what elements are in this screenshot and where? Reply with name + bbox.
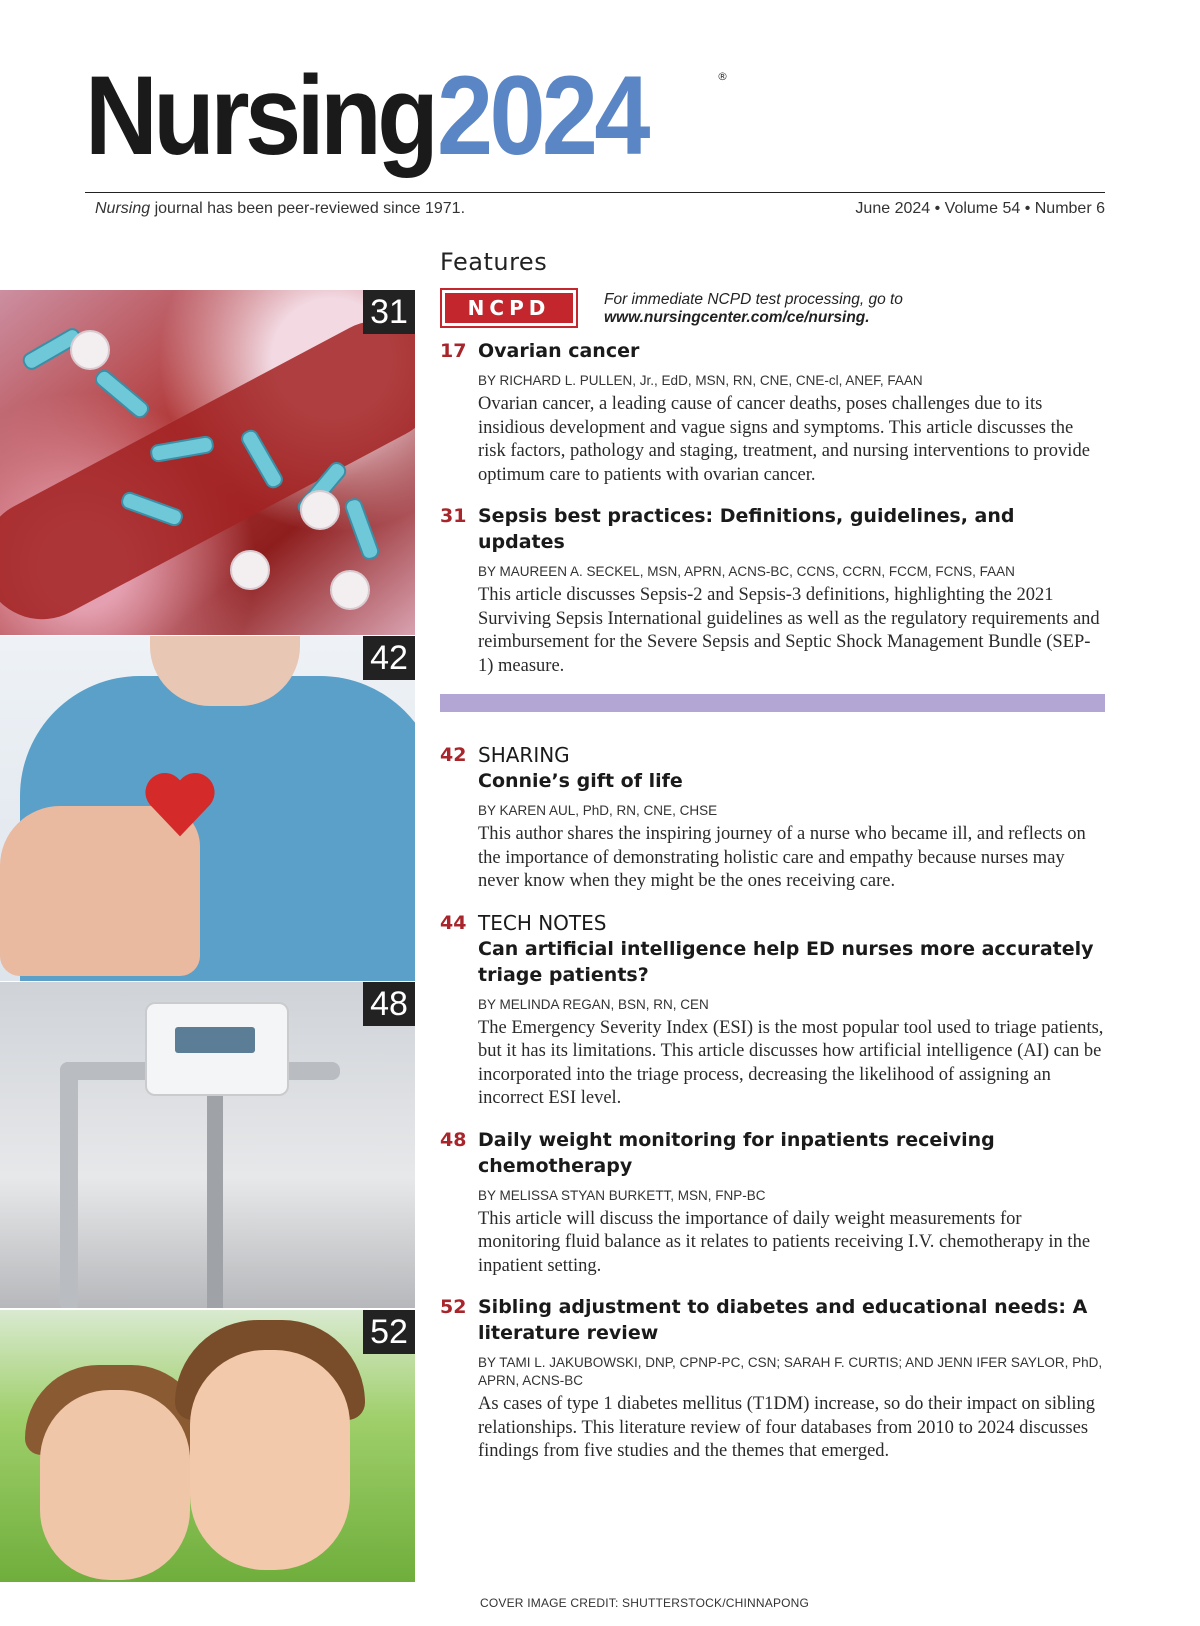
heart-icon [140, 766, 220, 846]
article-description: This article will discuss the importance of daily weight measurements for monitoring fluid balance as it relates to patients receiving I.V. chemotherapy in the inpatient setting. [478, 1208, 1091, 1276]
article-title[interactable]: Connie’s gift of life [478, 770, 683, 792]
article-title[interactable]: Sepsis best practices: Definitions, guidelines, and updates [478, 505, 1015, 553]
masthead-brand: Nursing [85, 53, 435, 178]
article-title[interactable]: Can artificial intelligence help ED nurses more accurately triage patients? [478, 937, 1094, 986]
article-entry [440, 503, 1105, 678]
article-title[interactable]: Sibling adjustment to diabetes and educational needs: A literature review [478, 1296, 1088, 1344]
header-rule [85, 192, 1105, 193]
article-page-number: 17 [440, 340, 467, 362]
article-title[interactable]: Ovarian cancer [478, 340, 640, 362]
ncpd-badge: NCPD [440, 288, 578, 328]
photo-page-number: 42 [363, 636, 415, 680]
article-page-number: 52 [440, 1296, 467, 1318]
section-divider [440, 694, 1105, 712]
photo-sharing [0, 636, 415, 981]
article-byline: BY KAREN AUL, PhD, RN, CNE, CHSE [478, 803, 718, 818]
issue-info: June 2024 • Volume 54 • Number 6 [855, 200, 1105, 217]
ncpd-url[interactable]: www.nursingcenter.com/ce/nursing. [604, 309, 870, 326]
article-entry [440, 338, 1105, 487]
article-page-number: 42 [440, 744, 467, 766]
article-entry [440, 1294, 1105, 1464]
article-department: TECH NOTES [478, 910, 607, 935]
article-byline: BY MELISSA STYAN BURKETT, MSN, FNP-BC [478, 1187, 766, 1203]
photo-weight-scale [0, 982, 415, 1308]
cover-image-credit: COVER IMAGE CREDIT: SHUTTERSTOCK/CHINNAPONG [480, 1596, 810, 1610]
table-of-contents [440, 248, 1105, 1480]
masthead-year: 2024 [437, 53, 647, 178]
article-entry [440, 742, 1105, 894]
article-description: As cases of type 1 diabetes mellitus (T1DM) increase, so do their impact on sibling relationships. This literature review of four databases from 2010 to 2024 discusses findings from five studies and the themes that emerged. [478, 1394, 1096, 1461]
article-description: The Emergency Severity Index (ESI) is the most popular tool used to triage patients, but it has its limitations. This article discusses how artificial intelligence (AI) can be incorporated into the triage process, decreasing the likelihood of assigning an incorrect ESI level. [478, 1017, 1104, 1108]
article-description: Ovarian cancer, a leading cause of cancer deaths, poses challenges due to its insidious development and vague signs and symptoms. This article discusses the risk factors, pathology and staging, treatment, and nursing interventions to provide optimum care to patients with ovarian cancer. [478, 394, 1090, 485]
peer-review-text: journal has been peer-reviewed since 1971. [150, 200, 466, 217]
photo-page-number: 48 [363, 982, 415, 1026]
photo-page-number: 52 [363, 1310, 415, 1354]
article-page-number: 48 [440, 1128, 467, 1151]
article-byline: BY MAUREEN A. SECKEL, MSN, APRN, ACNS-BC, CCNS, CCRN, FCCM, FCNS, FAAN [478, 564, 1015, 579]
article-byline: BY MELINDA REGAN, BSN, RN, CEN [478, 996, 709, 1012]
article-department: SHARING [478, 743, 570, 767]
article-entry [440, 1127, 1105, 1279]
article-description: This article discusses Sepsis-2 and Sepsis-3 definitions, highlighting the 2021 Surviving Sepsis International guidelines as well as the regulatory requirements and reimbursement for the Severe Sepsis and Septic Shock Management Bundle (SEP-1) measure. [478, 585, 1100, 676]
ncpd-notice [440, 288, 1105, 338]
masthead-logo [85, 53, 728, 180]
photo-sepsis [0, 290, 415, 635]
article-title[interactable]: Daily weight monitoring for inpatients receiving chemotherapy [478, 1128, 995, 1177]
article-byline: BY TAMI L. JAKUBOWSKI, DNP, CPNP-PC, CSN; SARAH F. CURTIS; AND JENN IFER SAYLOR, PhD, APRN, ACNS-BC [478, 1355, 1103, 1388]
article-entry [440, 910, 1105, 1111]
article-page-number: 44 [440, 911, 467, 934]
article-description: This author shares the inspiring journey of a nurse who became ill, and reflects on the importance of demonstrating holistic care and empathy because nurses may never know when they might be the ones receiving care. [478, 824, 1086, 891]
ncpd-instruction: For immediate NCPD test processing, go to [604, 291, 903, 308]
photo-siblings [0, 1310, 415, 1582]
article-page-number: 31 [440, 505, 467, 527]
article-byline: BY RICHARD L. PULLEN, Jr., EdD, MSN, RN, CNE, CNE-cl, ANEF, FAAN [478, 373, 923, 388]
registered-mark: ® [717, 70, 728, 83]
section-heading: Features [440, 248, 548, 276]
journal-name: Nursing [95, 200, 151, 217]
photo-page-number: 31 [363, 290, 415, 334]
peer-review-note [95, 200, 465, 218]
